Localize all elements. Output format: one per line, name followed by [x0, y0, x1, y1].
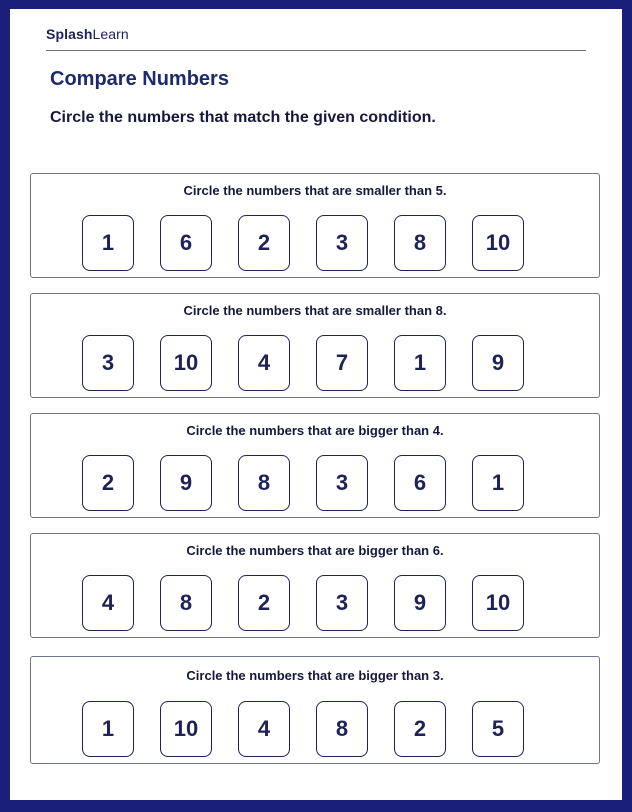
number-option[interactable]: 3 [316, 455, 368, 511]
number-option[interactable]: 5 [472, 701, 524, 757]
question-prompt: Circle the numbers that are bigger than 4. [186, 423, 444, 438]
number-option[interactable]: 4 [238, 701, 290, 757]
page-title: Compare Numbers [50, 68, 229, 90]
number-option[interactable]: 1 [82, 701, 134, 757]
number-option[interactable]: 2 [238, 575, 290, 631]
number-option[interactable]: 9 [472, 335, 524, 391]
number-option[interactable]: 8 [160, 575, 212, 631]
number-option[interactable]: 3 [316, 575, 368, 631]
question-prompt: Circle the numbers that are smaller than 5. [183, 183, 447, 198]
question-prompt: Circle the numbers that are bigger than 6. [186, 543, 444, 558]
number-row [82, 701, 524, 757]
brand-logo-bold: Splash [46, 26, 93, 42]
number-row [82, 215, 524, 271]
number-option[interactable]: 10 [472, 215, 524, 271]
number-option[interactable]: 8 [238, 455, 290, 511]
number-option[interactable]: 1 [394, 335, 446, 391]
number-option[interactable]: 1 [472, 455, 524, 511]
question-box [30, 293, 600, 398]
number-option[interactable]: 2 [238, 215, 290, 271]
instruction-text: Circle the numbers that match the given condition. [50, 109, 436, 126]
question-box [30, 413, 600, 518]
brand-logo-light: Learn [92, 26, 129, 42]
number-row [82, 455, 524, 511]
number-option[interactable]: 6 [160, 215, 212, 271]
question-box [30, 656, 600, 764]
header-divider [46, 50, 586, 51]
question-box [30, 533, 600, 638]
number-row [82, 335, 524, 391]
number-option[interactable]: 9 [160, 455, 212, 511]
number-option[interactable]: 8 [394, 215, 446, 271]
question-box [30, 173, 600, 278]
number-option[interactable]: 7 [316, 335, 368, 391]
worksheet-page [10, 9, 622, 800]
brand-logo [46, 26, 129, 42]
number-option[interactable]: 9 [394, 575, 446, 631]
number-option[interactable]: 3 [316, 215, 368, 271]
number-option[interactable]: 2 [394, 701, 446, 757]
number-option[interactable]: 4 [82, 575, 134, 631]
number-option[interactable]: 2 [82, 455, 134, 511]
number-option[interactable]: 6 [394, 455, 446, 511]
number-option[interactable]: 8 [316, 701, 368, 757]
number-option[interactable]: 10 [472, 575, 524, 631]
number-option[interactable]: 10 [160, 335, 212, 391]
number-option[interactable]: 3 [82, 335, 134, 391]
number-option[interactable]: 1 [82, 215, 134, 271]
number-row [82, 575, 524, 631]
question-prompt: Circle the numbers that are bigger than 3. [186, 668, 444, 683]
number-option[interactable]: 4 [238, 335, 290, 391]
question-prompt: Circle the numbers that are smaller than 8. [183, 303, 447, 318]
number-option[interactable]: 10 [160, 701, 212, 757]
